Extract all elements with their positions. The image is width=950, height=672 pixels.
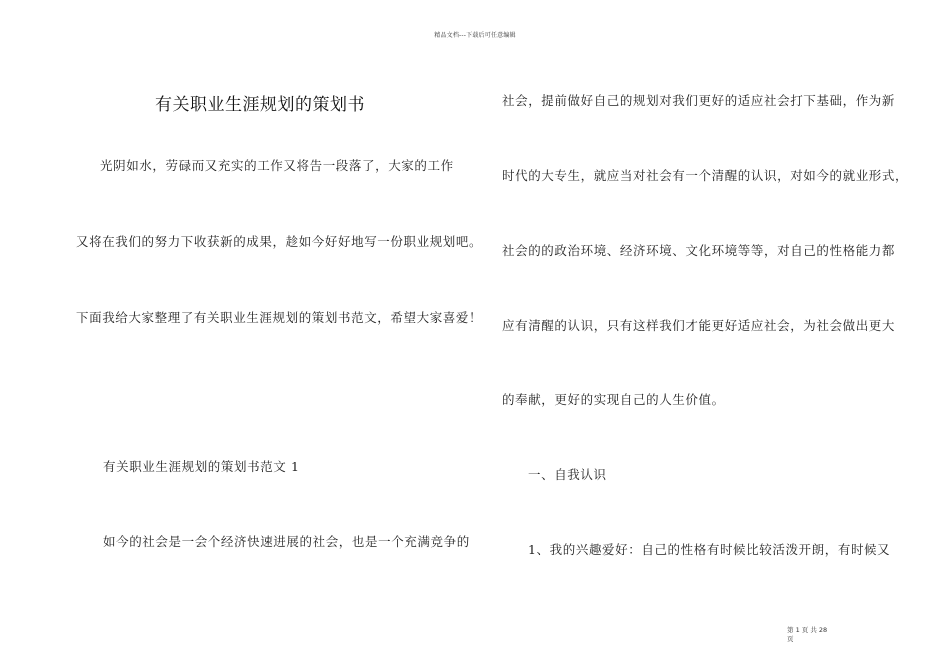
section-heading: 有关职业生涯规划的策划书范文 1 [103, 459, 300, 474]
paragraph-line: 下面我给大家整理了有关职业生涯规划的策划书范文，希望大家喜爱！ [76, 310, 483, 325]
page-indicator: 第 1 页 共 28 页 [787, 626, 828, 643]
paragraph-line: 1、我的兴趣爱好：自己的性格有时候比较活泼开朗，有时候又 [528, 542, 891, 557]
paragraph-line: 如今的社会是一会个经济快速进展的社会，也是一个充满竞争的 [103, 534, 470, 549]
paragraph-line: 应有清醒的认识，只有这样我们才能更好适应社会，为社会做出更大 [502, 318, 896, 333]
paragraph-line: 社会的的政治环境、经济环境、文化环境等等，对自己的性格能力都 [502, 243, 896, 258]
header-note: 精品文档---下载后可任意编辑 [434, 32, 516, 39]
paragraph-line: 光阴如水，劳碌而又充实的工作又将告一段落了，大家的工作 [100, 158, 454, 173]
paragraph-line: 又将在我们的努力下收获新的成果，趁如今好好地写一份职业规划吧。 [76, 234, 483, 249]
section-heading: 一、自我认识 [528, 467, 607, 482]
document-title: 有关职业生涯规划的策划书 [155, 95, 365, 115]
paragraph-line: 的奉献，更好的实现自己的人生价值。 [502, 392, 725, 407]
paragraph-line: 社会，提前做好自己的规划对我们更好的适应社会打下基础，作为新 [502, 93, 896, 108]
paragraph-line: 时代的大专生，就应当对社会有一个清醒的认识，对如今的就业形式， [502, 168, 909, 183]
